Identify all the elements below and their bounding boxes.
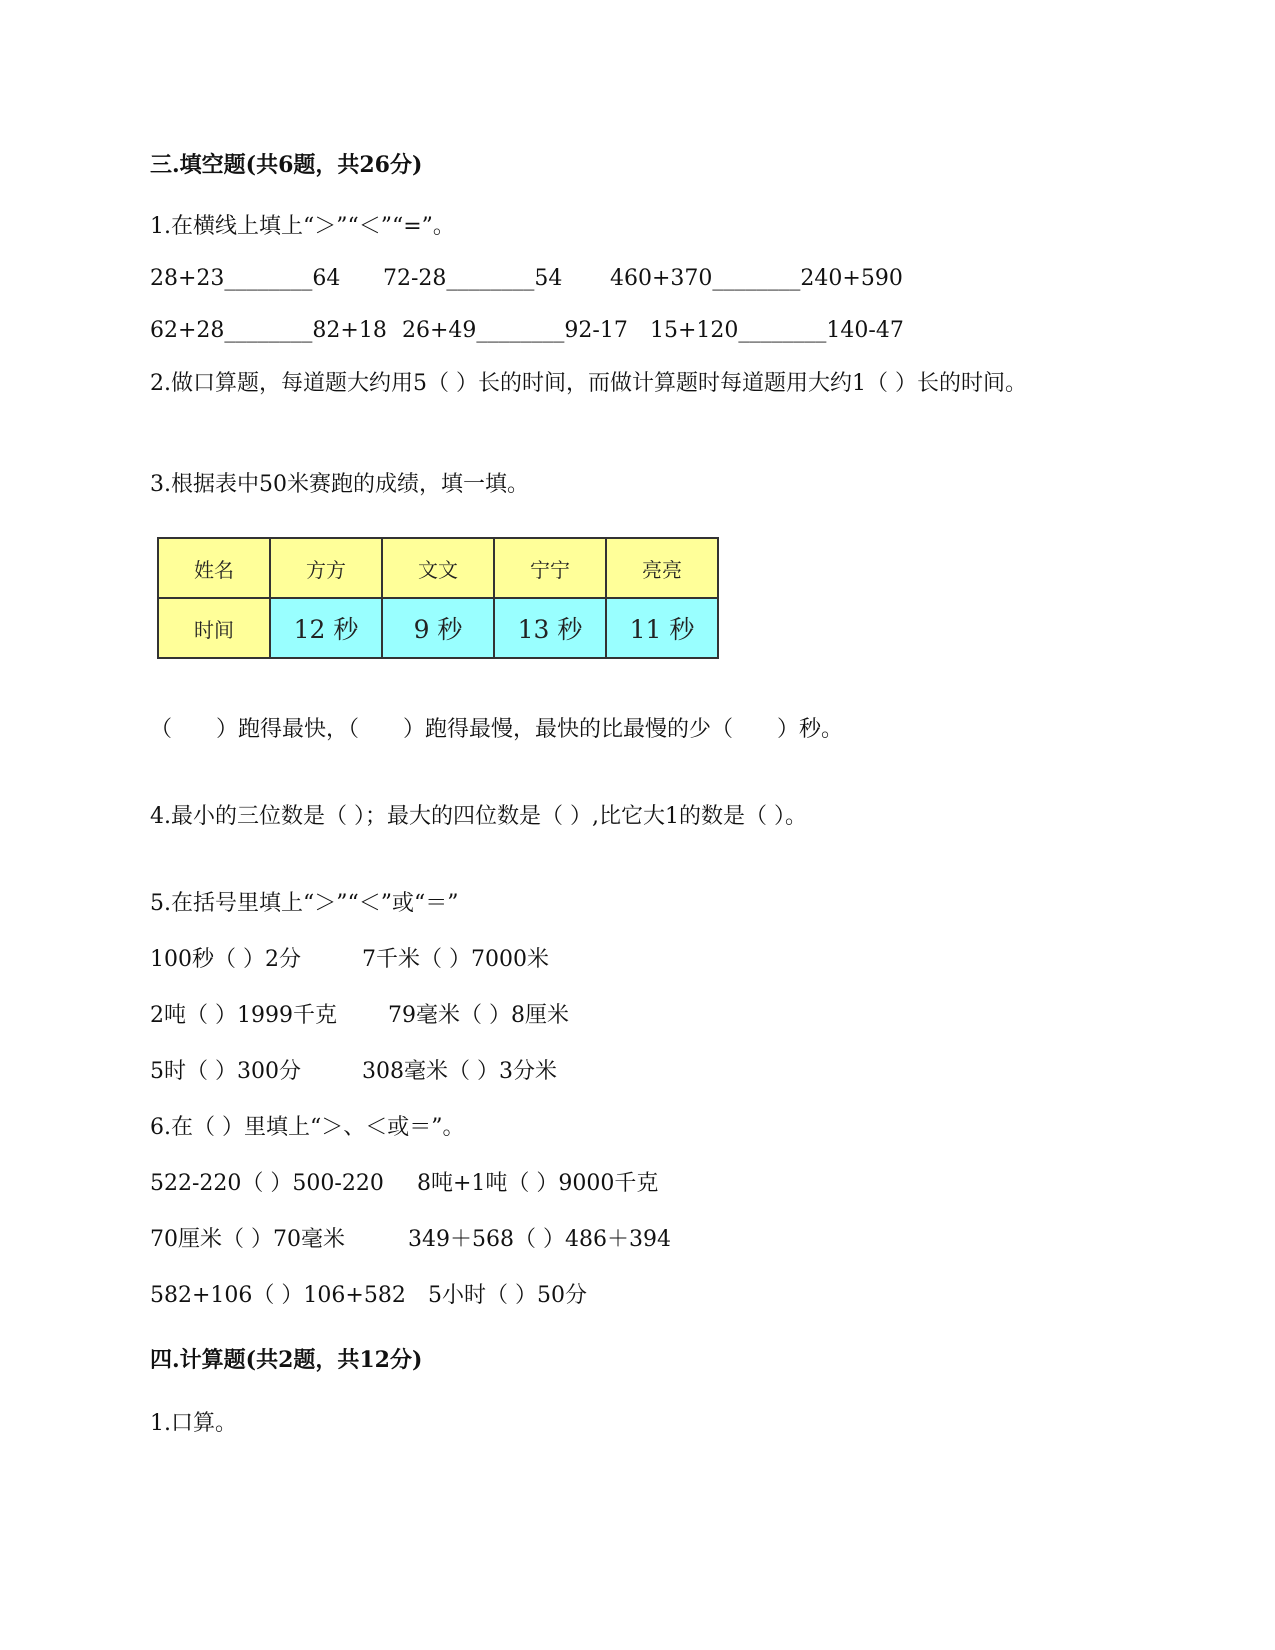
q6-item: 8吨+1吨（ ）9000千克 — [417, 1171, 659, 1196]
table-time-value: 13 秒 — [494, 598, 606, 658]
q6-item: 522-220（ ）500-220 — [150, 1171, 384, 1196]
q1-row1-item: 72-28________54 — [383, 266, 563, 291]
q2-text: 2.做口算题，每道题大约用5（ ）长的时间，而做计算题时每道题用大约1（ ）长的时间。 — [150, 371, 1027, 396]
q1-row1-item: 460+370________240+590 — [610, 266, 903, 291]
q5-item: 79毫米（ ）8厘米 — [388, 1003, 569, 1028]
table-time-value: 9 秒 — [382, 598, 494, 658]
score-table — [157, 537, 719, 659]
q6-prompt: 6.在（ ）里填上“＞、＜或＝”。 — [150, 1115, 465, 1140]
section4-title: 四.计算题(共2题，共12分) — [150, 1347, 423, 1373]
q3-answer-line: （ ）跑得最快，（ ）跑得最慢，最快的比最慢的少（ ）秒。 — [150, 717, 844, 742]
q6-item: 70厘米（ ）70毫米 — [150, 1227, 345, 1252]
q6-item: 5小时（ ）50分 — [428, 1283, 587, 1308]
q1-row2-item: 62+28________82+18 — [150, 318, 387, 343]
table-time-value: 12 秒 — [270, 598, 382, 658]
q5-item: 100秒（ ）2分 — [150, 947, 301, 972]
table-header-name: 宁宁 — [494, 538, 606, 598]
section4-q1-prompt: 1.口算。 — [150, 1411, 237, 1436]
table-header-name: 亮亮 — [606, 538, 718, 598]
q6-item: 582+106（ ）106+582 — [150, 1283, 406, 1308]
table-row — [158, 598, 718, 658]
q1-row2-item: 15+120________140-47 — [650, 318, 904, 343]
q1-row2-item: 26+49________92-17 — [402, 318, 628, 343]
table-time-value: 11 秒 — [606, 598, 718, 658]
table-header-name: 文文 — [382, 538, 494, 598]
q5-prompt: 5.在括号里填上“＞”“＜”或“＝” — [150, 891, 459, 916]
table-time-label: 时间 — [158, 598, 270, 658]
table-header-name: 方方 — [270, 538, 382, 598]
q5-item: 5时（ ）300分 — [150, 1059, 301, 1084]
q1-row1-item: 28+23________64 — [150, 266, 341, 291]
q3-prompt: 3.根据表中50米赛跑的成绩，填一填。 — [150, 472, 529, 497]
q1-prompt: 1.在横线上填上“＞”“＜”“=”。 — [150, 214, 455, 239]
table-header-name-label: 姓名 — [158, 538, 270, 598]
q6-item: 349＋568（ ）486＋394 — [408, 1227, 671, 1252]
q5-item: 308毫米（ ）3分米 — [362, 1059, 557, 1084]
section3-title: 三.填空题(共6题，共26分) — [150, 152, 423, 178]
table-row — [158, 538, 718, 598]
q5-item: 2吨（ ）1999千克 — [150, 1003, 337, 1028]
q4-text: 4.最小的三位数是（ ）；最大的四位数是（ ）,比它大1的数是（ ）。 — [150, 804, 807, 829]
q5-item: 7千米（ ）7000米 — [362, 947, 549, 972]
